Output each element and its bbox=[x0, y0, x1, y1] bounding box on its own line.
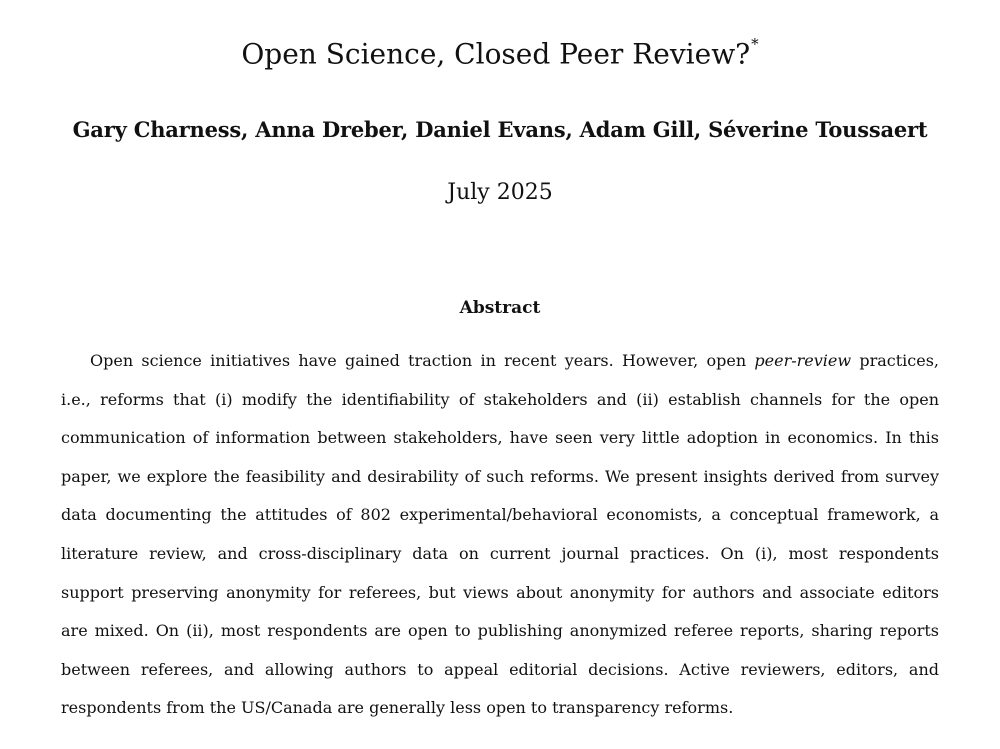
abstract-line: support preserving anonymity for referees, but views about anonymity for authors and associate editors bbox=[61, 582, 939, 602]
abstract-emphasis: peer-review bbox=[754, 351, 852, 370]
title-footnote-mark[interactable]: * bbox=[751, 35, 759, 53]
paper-title bbox=[0, 28, 1000, 74]
abstract-line-text: practices, bbox=[851, 351, 939, 370]
abstract-line bbox=[61, 342, 939, 381]
abstract-line: data documenting the attitudes of 802 experimental/behavioral economists, a conceptual framework, a bbox=[61, 505, 939, 525]
abstract-body bbox=[61, 342, 939, 728]
abstract-line: literature review, and cross-disciplinary data on current journal practices. On (i), most respondents bbox=[61, 543, 939, 563]
author-list: Gary Charness, Anna Dreber, Daniel Evans, Adam Gill, Séverine Toussaert bbox=[72, 117, 928, 142]
paper-title-text: Open Science, Closed Peer Review? bbox=[241, 37, 751, 71]
abstract-line: between referees, and allowing authors to appeal editorial decisions. Active reviewers, editors, and bbox=[61, 659, 939, 679]
abstract-line: are mixed. On (ii), most respondents are open to publishing anonymized referee reports, sharing reports bbox=[61, 621, 939, 641]
abstract-line: communication of information between stakeholders, have seen very little adoption in economics. In this bbox=[61, 428, 939, 448]
abstract-line: i.e., reforms that (i) modify the identifiability of stakeholders and (ii) establish channels for the open bbox=[61, 389, 939, 409]
abstract-line: paper, we explore the feasibility and desirability of such reforms. We present insights derived from survey bbox=[61, 466, 939, 486]
abstract-line-text: Open science initiatives have gained traction in recent years. However, open bbox=[90, 351, 755, 370]
publication-date: July 2025 bbox=[447, 180, 553, 205]
abstract-line: respondents from the US/Canada are generally less open to transparency reforms. bbox=[61, 698, 734, 718]
abstract-heading: Abstract bbox=[459, 298, 541, 318]
